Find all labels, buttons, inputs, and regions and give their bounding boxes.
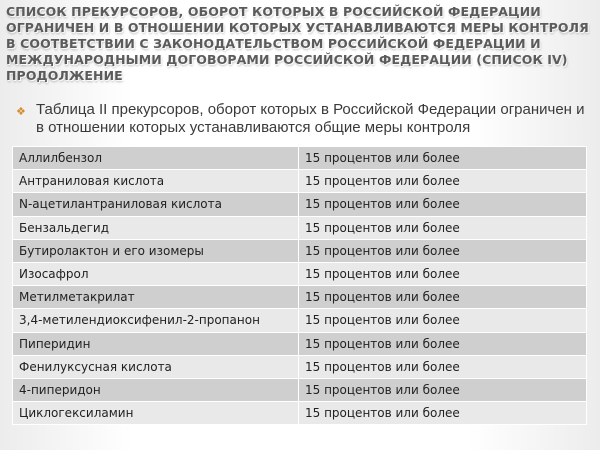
slide-title: СПИСОК ПРЕКУРСОРОВ, ОБОРОТ КОТОРЫХ В РОССИЙСКОЙ ФЕДЕРАЦИИ ОГРАНИЧЕН И В ОТНОШЕНИИ КОТОРЫХ УСТАНАВЛИВАЮТСЯ МЕРЫ КОНТРОЛЯ В СООТВЕТСТВИИ С ЗАКОНОДАТЕЛЬСТВОМ РОССИЙСКОЙ ФЕДЕРАЦИИ И МЕЖДУНАРОДНЫМИ ДОГОВОРАМИ РОССИЙСКОЙ ФЕДЕРАЦИИ (СПИСОК IV) ПРОДОЛЖЕНИЕ — [6, 4, 589, 83]
table-row — [13, 286, 587, 309]
threshold-cell: 15 процентов или более — [299, 402, 587, 425]
table-row — [13, 147, 587, 170]
substance-name-cell: Метилметакрилат — [13, 286, 299, 309]
precursor-table — [12, 146, 587, 425]
substance-name-cell: Бутиролактон и его изомеры — [13, 239, 299, 262]
threshold-cell: 15 процентов или более — [299, 147, 587, 170]
table-row — [13, 332, 587, 355]
bullet-text: Таблица II прекурсоров, оборот которых в Российской Федерации ограничен и в отношении которых устанавливаются общие меры контроля — [36, 101, 585, 136]
table-row — [13, 216, 587, 239]
diamond-bullet-icon: ❖ — [16, 106, 26, 118]
threshold-cell: 15 процентов или более — [299, 355, 587, 378]
substance-name-cell: N-ацетилантраниловая кислота — [13, 193, 299, 216]
substance-name-cell: Изосафрол — [13, 262, 299, 285]
substance-name-cell: 4-пиперидон — [13, 378, 299, 401]
substance-name-cell: Бензальдегид — [13, 216, 299, 239]
table-row — [13, 170, 587, 193]
threshold-cell: 15 процентов или более — [299, 170, 587, 193]
threshold-cell: 15 процентов или более — [299, 193, 587, 216]
substance-name-cell: Аллилбензол — [13, 147, 299, 170]
table-row — [13, 262, 587, 285]
table-row — [13, 355, 587, 378]
threshold-cell: 15 процентов или более — [299, 286, 587, 309]
table-row — [13, 309, 587, 332]
threshold-cell: 15 процентов или более — [299, 262, 587, 285]
threshold-cell: 15 процентов или более — [299, 332, 587, 355]
substance-name-cell: Циклогексиламин — [13, 402, 299, 425]
table-row — [13, 239, 587, 262]
threshold-cell: 15 процентов или более — [299, 216, 587, 239]
threshold-cell: 15 процентов или более — [299, 239, 587, 262]
table-row — [13, 193, 587, 216]
bullet-paragraph — [16, 101, 592, 137]
threshold-cell: 15 процентов или более — [299, 309, 587, 332]
threshold-cell: 15 процентов или более — [299, 378, 587, 401]
substance-name-cell: 3,4-метилендиоксифенил-2-пропанон — [13, 309, 299, 332]
table-row — [13, 402, 587, 425]
substance-name-cell: Антраниловая кислота — [13, 170, 299, 193]
table-row — [13, 378, 587, 401]
substance-name-cell: Фенилуксусная кислота — [13, 355, 299, 378]
substance-name-cell: Пиперидин — [13, 332, 299, 355]
